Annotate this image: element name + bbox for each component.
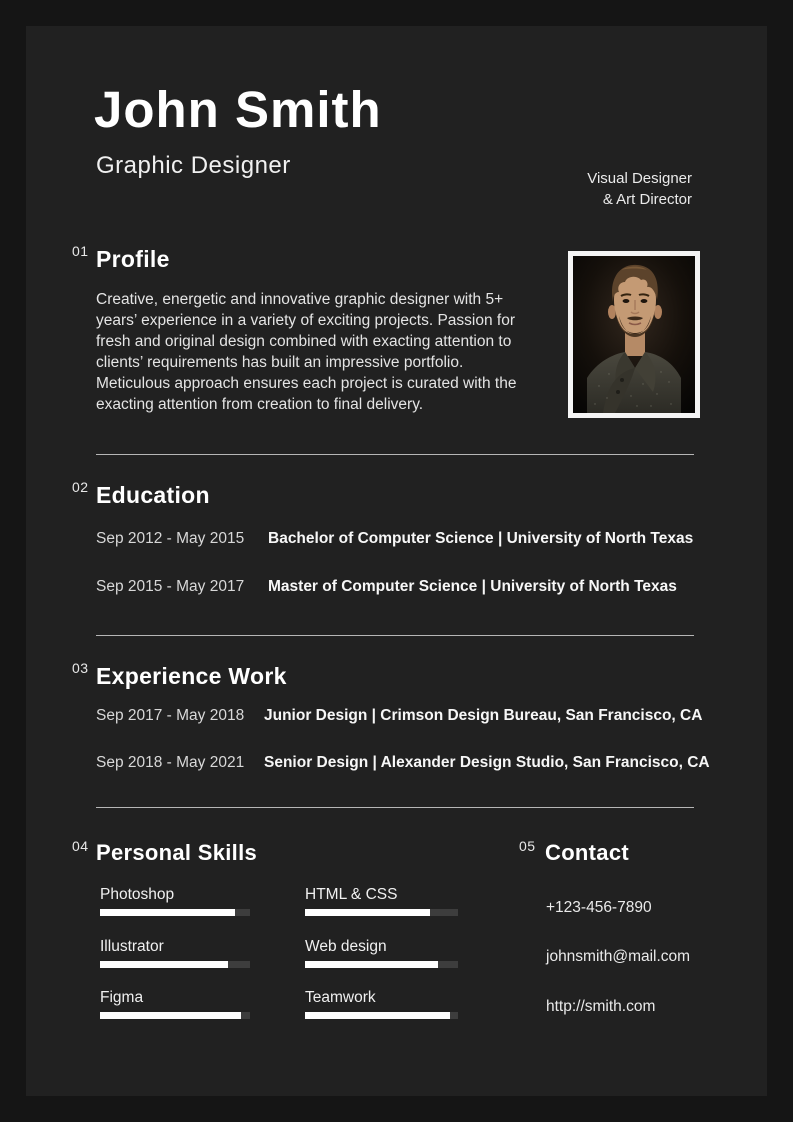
skill-bar-fill <box>100 961 228 968</box>
skills-section-heading: Personal Skills <box>96 840 258 865</box>
experience-section-heading: Experience Work <box>96 663 287 689</box>
education-item-dates: Sep 2012 - May 2015 <box>96 530 245 547</box>
contact-section-heading: Contact <box>545 840 629 865</box>
tagline-line-2: & Art Director <box>602 191 692 208</box>
skill-bar <box>305 1012 458 1019</box>
education-item-description: Master of Computer Science | University of North Texas <box>268 578 677 595</box>
profile-section-heading: Profile <box>96 246 170 272</box>
education-section-number: 02 <box>72 479 89 495</box>
experience-item-description: Junior Design | Crimson Design Bureau, San Francisco, CA <box>264 707 703 724</box>
contact-email: johnsmith@mail.com <box>546 948 691 965</box>
skill-label: HTML & CSS <box>305 886 398 903</box>
skill-bar <box>100 909 250 916</box>
skill-label: Teamwork <box>305 989 376 1006</box>
person-job-title: Graphic Designer <box>96 152 291 179</box>
experience-section-number: 03 <box>72 660 89 676</box>
skills-section-number: 04 <box>72 838 89 854</box>
education-item-dates: Sep 2015 - May 2017 <box>96 578 245 595</box>
skill-bar <box>305 909 458 916</box>
profile-text: Creative, energetic and innovative graphic designer with 5+ years’ experience in a variety of exciting projects. Passion for fresh and original design combined with exacting attention to clients’ requirements has built an impressive portfolio. Meticulous approach ensures each project is curated with the exacting attention from creation to final delivery. <box>96 291 517 413</box>
education-section-heading: Education <box>96 482 210 508</box>
tagline-line-1: Visual Designer <box>587 170 692 187</box>
skill-label: Web design <box>305 938 387 955</box>
skill-bar-fill <box>100 909 235 916</box>
divider-profile-education <box>96 454 694 455</box>
portrait-photo-illustration <box>573 256 695 413</box>
profile-section-number: 01 <box>72 243 89 259</box>
skill-label: Figma <box>100 989 144 1006</box>
tagline <box>587 168 692 210</box>
skill-bar-fill <box>305 1012 450 1019</box>
person-name: John Smith <box>94 81 382 138</box>
divider-education-experience <box>96 635 694 636</box>
experience-item-dates: Sep 2018 - May 2021 <box>96 754 245 771</box>
skill-bar-fill <box>100 1012 241 1019</box>
contact-website: http://smith.com <box>546 998 656 1015</box>
contact-phone: +123-456-7890 <box>546 899 652 916</box>
skill-label: Illustrator <box>100 938 164 955</box>
experience-item-description: Senior Design | Alexander Design Studio, San Francisco, CA <box>264 754 710 771</box>
experience-item-dates: Sep 2017 - May 2018 <box>96 707 245 724</box>
skill-bar <box>100 1012 250 1019</box>
divider-experience-skills <box>96 807 694 808</box>
portrait-photo <box>568 251 700 418</box>
skill-label: Photoshop <box>100 886 175 903</box>
contact-section-number: 05 <box>519 838 536 854</box>
skill-bar <box>100 961 250 968</box>
skill-bar-fill <box>305 961 438 968</box>
skill-bar <box>305 961 458 968</box>
education-item-description: Bachelor of Computer Science | University of North Texas <box>268 530 694 547</box>
skill-bar-fill <box>305 909 430 916</box>
